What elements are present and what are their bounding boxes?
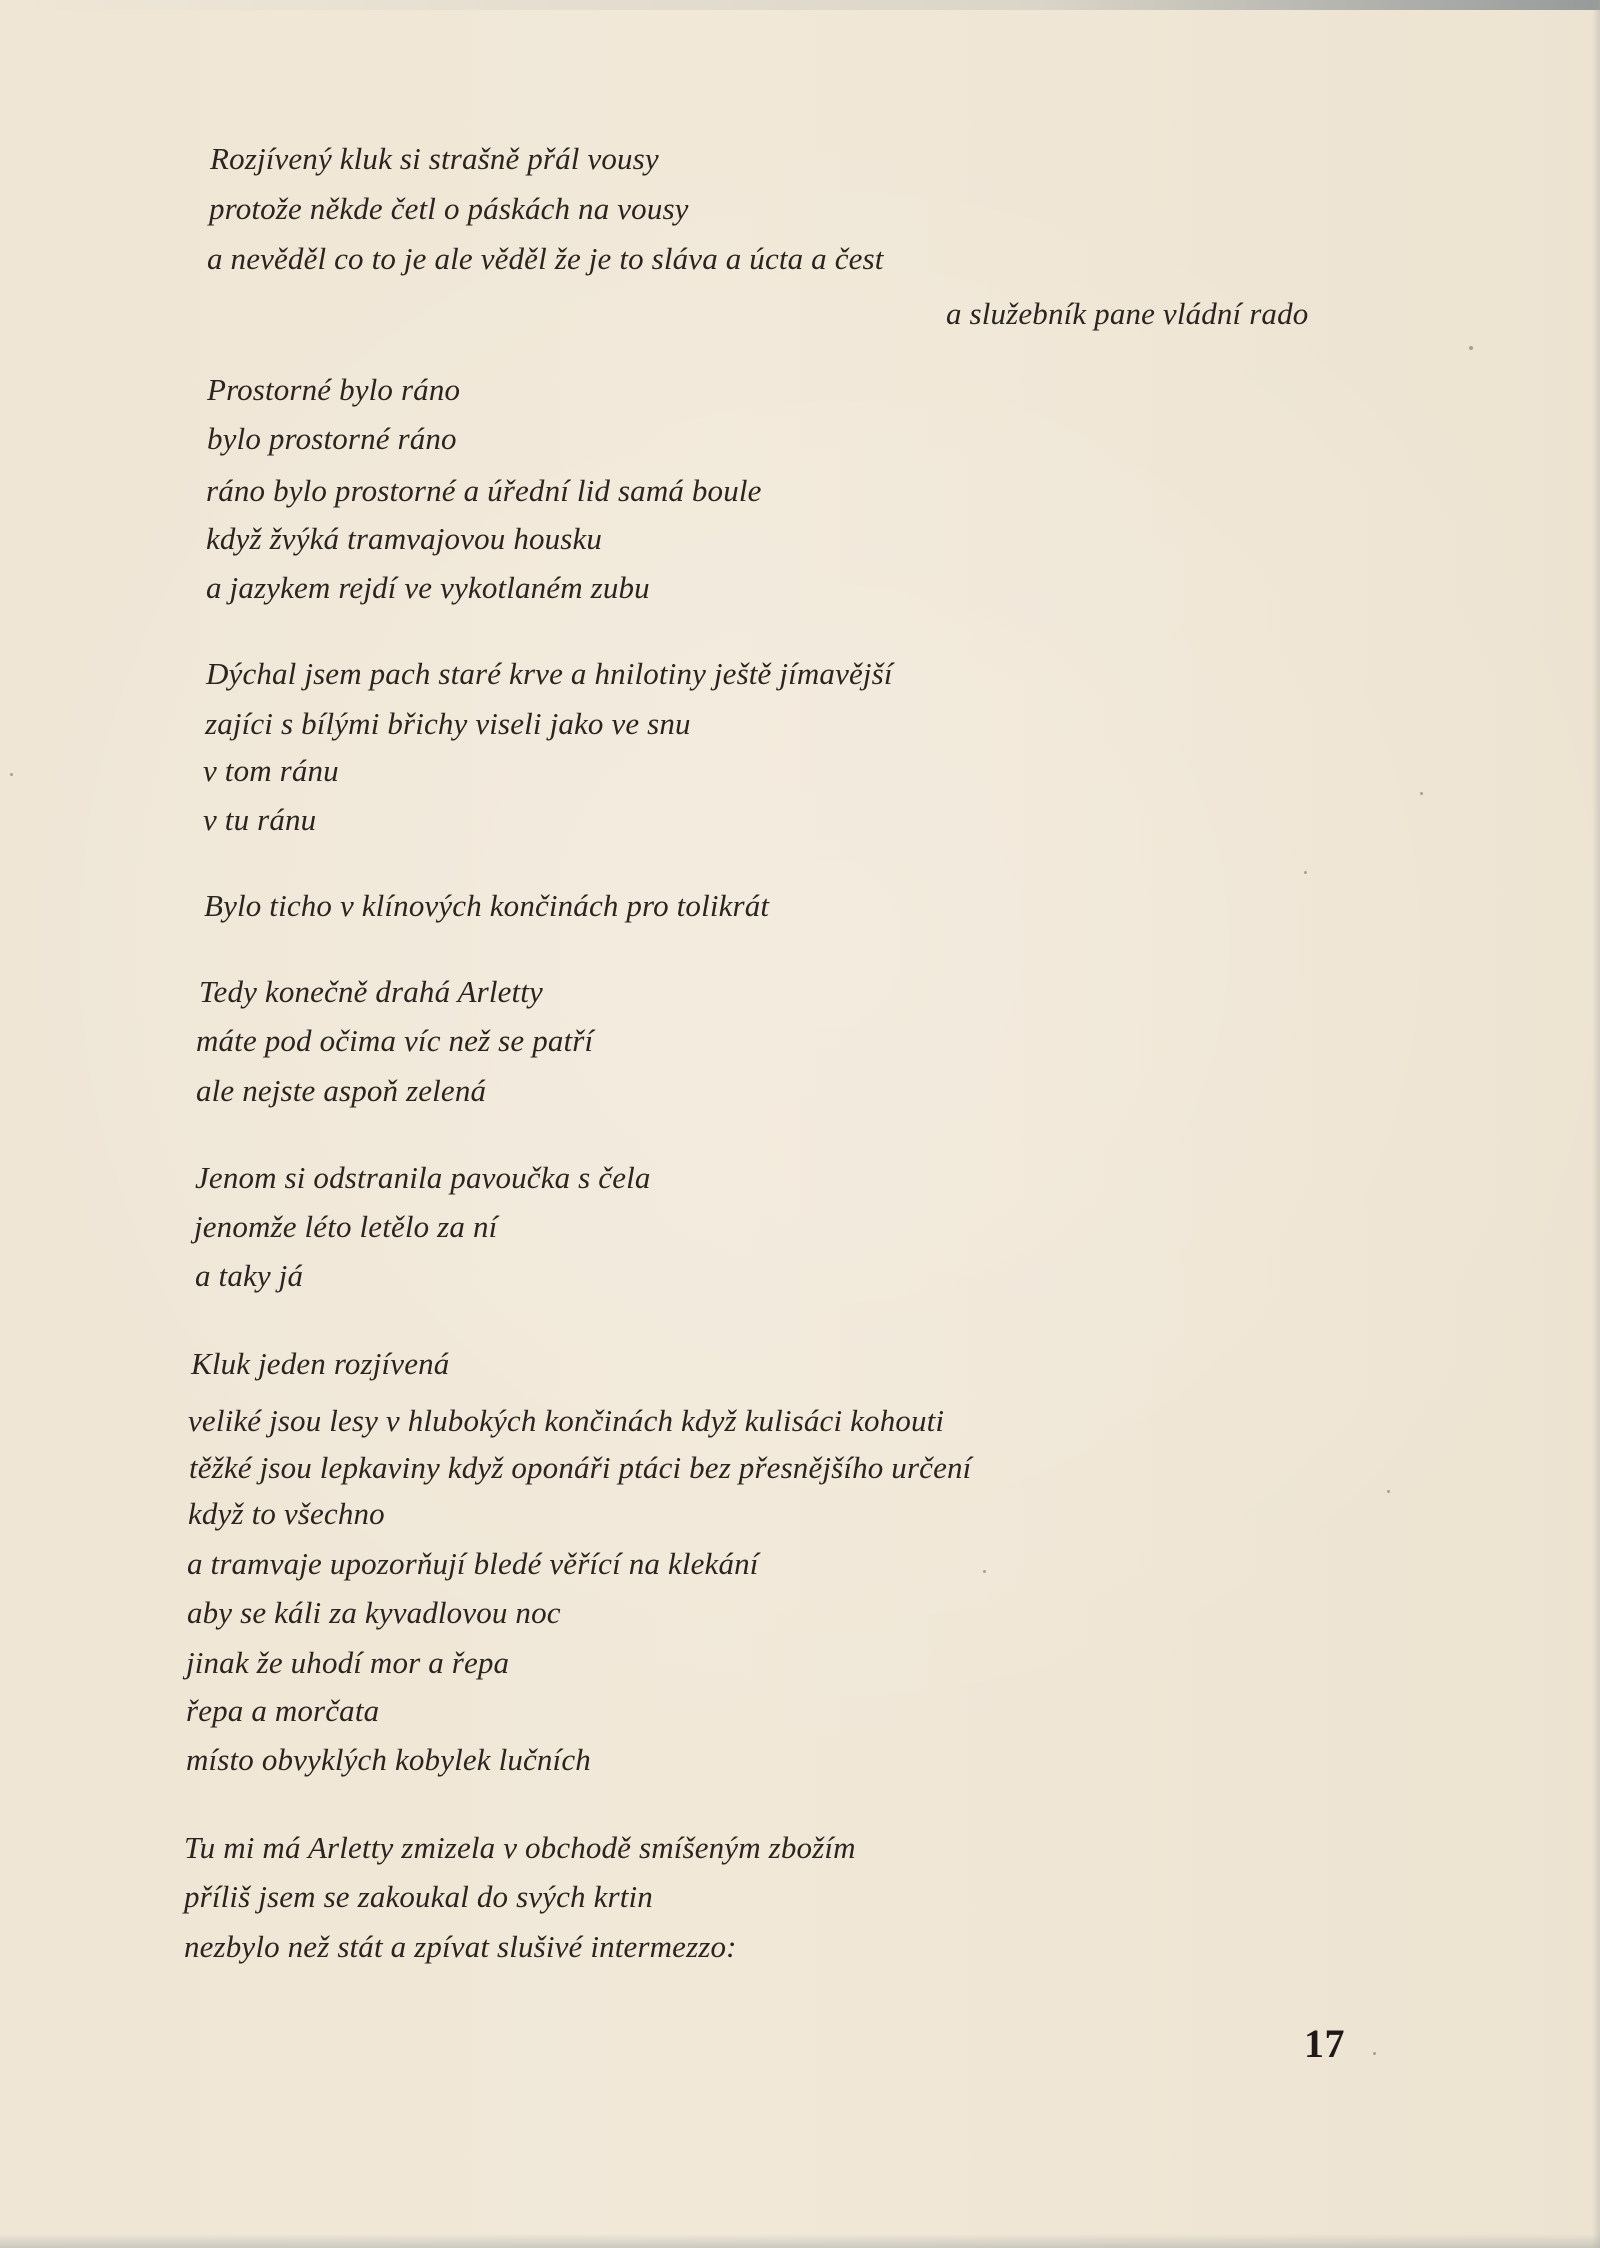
- poem-line-16: máte pod očima víc než se patří: [196, 1023, 594, 1058]
- poem-line-14: Bylo ticho v klínových končinách pro tolikrát: [204, 888, 770, 923]
- poem-line-30: Tu mi má Arletty zmizela v obchodě smíšeným zbožím: [184, 1830, 856, 1865]
- poem-line-28: řepa a morčata: [186, 1693, 380, 1728]
- paper-speck: [983, 1570, 986, 1573]
- poem-line-5: Prostorné bylo ráno: [207, 372, 461, 407]
- poem-line-4: a služebník pane vládní rado: [946, 296, 1309, 331]
- paper-speck: [1373, 2052, 1376, 2055]
- poem-line-32: nezbylo než stát a zpívat slušivé intermezzo:: [184, 1929, 737, 1964]
- paper-speck: [10, 773, 13, 776]
- page-number: 17: [1304, 2021, 1345, 2066]
- poem-line-10: Dýchal jsem pach staré krve a hnilotiny ještě jímavější: [206, 656, 893, 691]
- paper-speck: [1304, 871, 1307, 874]
- poem-line-19: jenomže léto letělo za ní: [194, 1209, 498, 1244]
- poem-line-3: a nevěděl co to je ale věděl že je to sláva a úcta a čest: [207, 241, 884, 276]
- poem-line-21: Kluk jeden rozjívená: [191, 1346, 450, 1381]
- paper-speck: [1420, 792, 1423, 795]
- poem-line-7: ráno bylo prostorné a úřední lid samá boule: [206, 473, 762, 508]
- poem-line-1: Rozjívený kluk si strašně přál vousy: [210, 141, 659, 176]
- paper-speck: [1469, 346, 1473, 350]
- poem-line-25: a tramvaje upozorňují bledé věřící na klekání: [187, 1546, 759, 1581]
- poem-line-11: zajíci s bílými břichy viseli jako ve snu: [205, 706, 691, 741]
- poem-line-22: veliké jsou lesy v hlubokých končinách když kulisáci kohouti: [188, 1403, 945, 1438]
- paper-speck: [1387, 1490, 1390, 1493]
- poem-line-23: těžké jsou lepkaviny když oponáři ptáci bez přesnějšího určení: [189, 1450, 972, 1485]
- poem-line-9: a jazykem rejdí ve vykotlaném zubu: [206, 570, 650, 605]
- poem-line-31: příliš jsem se zakoukal do svých krtin: [184, 1879, 653, 1914]
- poem-line-12: v tom ránu: [203, 753, 339, 788]
- poem-line-18: Jenom si odstranila pavoučka s čela: [195, 1160, 651, 1195]
- poem-line-27: jinak že uhodí mor a řepa: [186, 1645, 510, 1680]
- poem-line-2: protože někde četl o páskách na vousy: [209, 191, 689, 226]
- poem-line-20: a taky já: [195, 1258, 304, 1293]
- poem-line-17: ale nejste aspoň zelená: [196, 1073, 487, 1108]
- poem-line-15: Tedy konečně drahá Arletty: [199, 974, 543, 1009]
- poem-line-13: v tu ránu: [203, 802, 317, 837]
- poem-line-29: místo obvyklých kobylek lučních: [186, 1742, 591, 1777]
- poem-line-24: když to všechno: [188, 1496, 385, 1531]
- poem-line-6: bylo prostorné ráno: [207, 421, 457, 456]
- poem-line-8: když žvýká tramvajovou housku: [206, 521, 603, 556]
- poem-line-26: aby se káli za kyvadlovou noc: [187, 1595, 561, 1630]
